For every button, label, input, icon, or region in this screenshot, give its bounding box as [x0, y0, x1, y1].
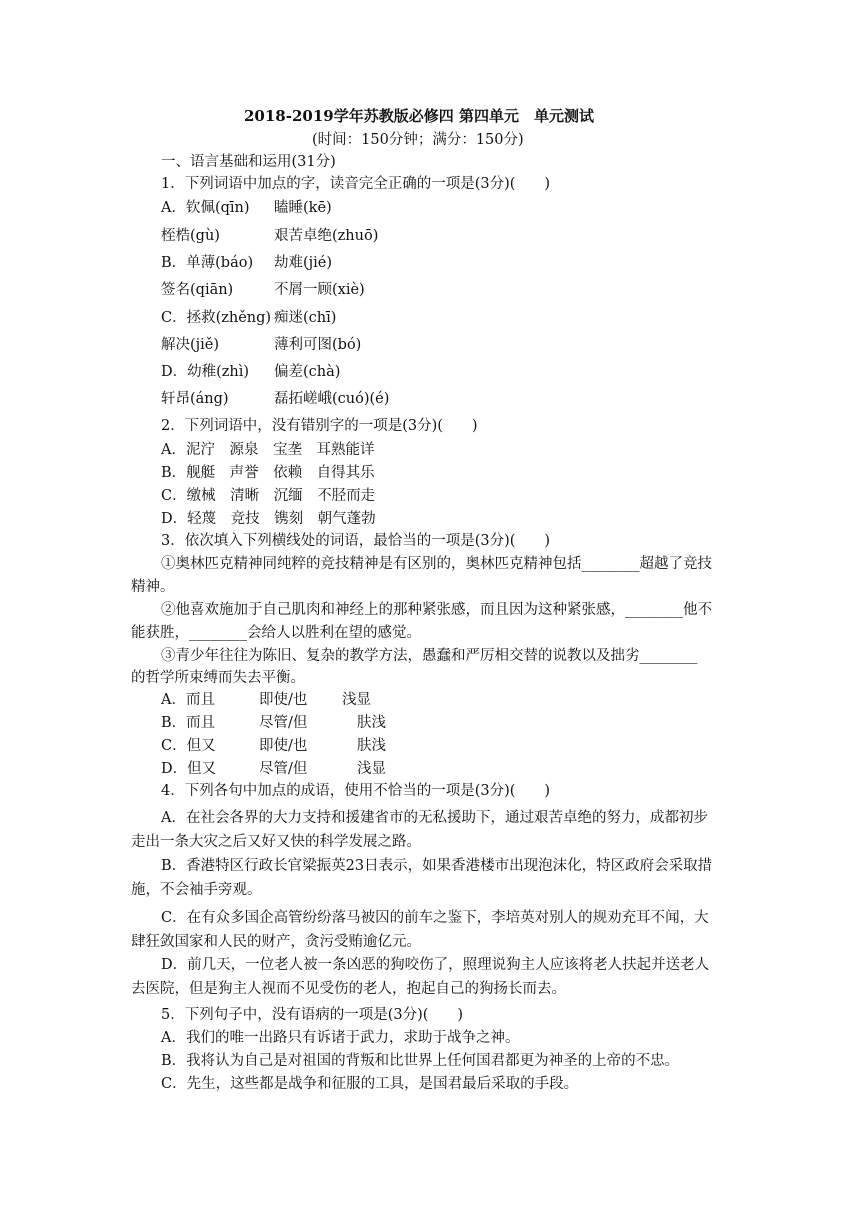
q4-option: D．前几天，一位老人被一条凶恶的狗咬伤了，照理说狗主人应该将老人扶起并送老人: [161, 957, 710, 973]
q3-option: C．但又: [161, 738, 216, 754]
q3-option: 即使/也: [259, 738, 308, 754]
q3-passage: 的哲学所束缚而失去平衡。: [131, 670, 305, 686]
q3-passage: 能获胜，________会给人以胜利在望的感觉。: [131, 625, 421, 641]
q3-option: B．而且: [161, 715, 216, 731]
q3-option: 浅显: [342, 692, 371, 708]
q1-option: C．拯救(zhěng): [161, 310, 272, 326]
q1-option: 轩昂(áng): [161, 391, 229, 407]
q1-option: 不屑一顾(xiè): [274, 282, 365, 298]
q4-option: A．在社会各界的大力支持和援建省市的无私援助下，通过艰苦卓绝的努力，成都初步: [161, 810, 708, 826]
q5-stem: 5．下列句子中，没有语病的一项是(3分)( ): [161, 1007, 464, 1023]
q5-option: B．我将认为自己是对祖国的背叛和比世界上任何国君都更为神圣的上帝的不忠。: [161, 1053, 680, 1069]
q1-option: 磊拓嵯峨(cuó)(é): [274, 391, 390, 407]
q4-option: 走出一条大灾之后又好又快的科学发展之路。: [131, 834, 421, 850]
q4-option: 去医院，但是狗主人视而不见受伤的老人，抱起自己的狗扬长而去。: [131, 981, 566, 997]
section-heading: 一、语言基础和运用(31分): [161, 154, 336, 170]
q4-option: 肆狂敛国家和人民的财产，贪污受贿逾亿元。: [131, 934, 421, 950]
q2-option: C．缴械 清晰 沉缅 不胫而走: [161, 488, 376, 504]
q3-passage: ③青少年往往为陈旧、复杂的教学方法，愚蠢和严厉相交替的说教以及拙劣________: [161, 648, 698, 664]
q3-option: 肤浅: [357, 738, 386, 754]
q1-option: B．单薄(báo): [161, 255, 254, 271]
q1-option: 桎梏(gù): [161, 228, 220, 244]
q3-passage: 精神。: [131, 579, 175, 595]
q1-option: 解决(jiě): [161, 337, 220, 353]
q1-option: 瞌睡(kē): [274, 200, 332, 216]
document-title: 2018-2019学年苏教版必修四 第四单元 单元测试: [244, 107, 594, 125]
q2-stem: 2．下列词语中，没有错别字的一项是(3分)( ): [161, 418, 478, 434]
q4-option: B．香港特区行政长官梁振英23日表示，如果香港楼市出现泡沫化，特区政府会采取措: [161, 858, 713, 874]
q1-option: D．幼稚(zhì): [161, 364, 250, 380]
q3-option: 尽管/但: [259, 715, 308, 731]
q3-option: 尽管/但: [259, 761, 308, 777]
q2-option: A．泥泞 源泉 宝垄 耳熟能详: [161, 442, 375, 458]
q1-option: 签名(qiān): [161, 282, 234, 298]
q1-option: 劫难(jié): [274, 255, 333, 271]
q3-option: 浅显: [357, 761, 386, 777]
q3-stem: 3．依次填入下列横线处的词语，最恰当的一项是(3分)( ): [161, 533, 551, 549]
q1-option: 偏差(chà): [274, 364, 341, 380]
q1-stem: 1．下列词语中加点的字，读音完全正确的一项是(3分)( ): [161, 176, 551, 192]
q4-stem: 4．下列各句中加点的成语，使用不恰当的一项是(3分)( ): [161, 783, 551, 799]
q1-option: 薄利可图(bó): [274, 337, 362, 353]
q5-option: A．我们的唯一出路只有诉诸于武力，求助于战争之神。: [161, 1030, 520, 1046]
q3-option: D．但又: [161, 761, 217, 777]
q1-option: 痴迷(chī): [274, 310, 337, 326]
q3-passage: ②他喜欢施加于自己肌肉和神经上的那种紧张感，而且因为这种紧张感，________他不: [161, 602, 712, 618]
q1-option: A．钦佩(qīn): [161, 200, 250, 216]
document-subtitle: (时间：150分钟；满分：150分): [312, 132, 524, 148]
q2-option: D．轻蔑 竞技 镌刻 朝气蓬勃: [161, 511, 376, 527]
q3-option: 肤浅: [357, 715, 386, 731]
q3-passage: ①奥林匹克精神同纯粹的竞技精神是有区别的，奥林匹克精神包括________超越了竞技: [161, 556, 712, 572]
q2-option: B．舰艇 声誉 依赖 自得其乐: [161, 465, 375, 481]
q4-option: C．在有众多国企高管纷纷落马被囚的前车之鉴下，李培英对别人的规劝充耳不闻，大: [161, 910, 709, 926]
q4-option: 施，不会袖手旁观。: [131, 882, 262, 898]
q5-option: C．先生，这些都是战争和征服的工具，是国君最后采取的手段。: [161, 1076, 579, 1092]
q3-option: A．而且: [161, 692, 215, 708]
q3-option: 即使/也: [259, 692, 308, 708]
q1-option: 艰苦卓绝(zhuō): [274, 228, 379, 244]
